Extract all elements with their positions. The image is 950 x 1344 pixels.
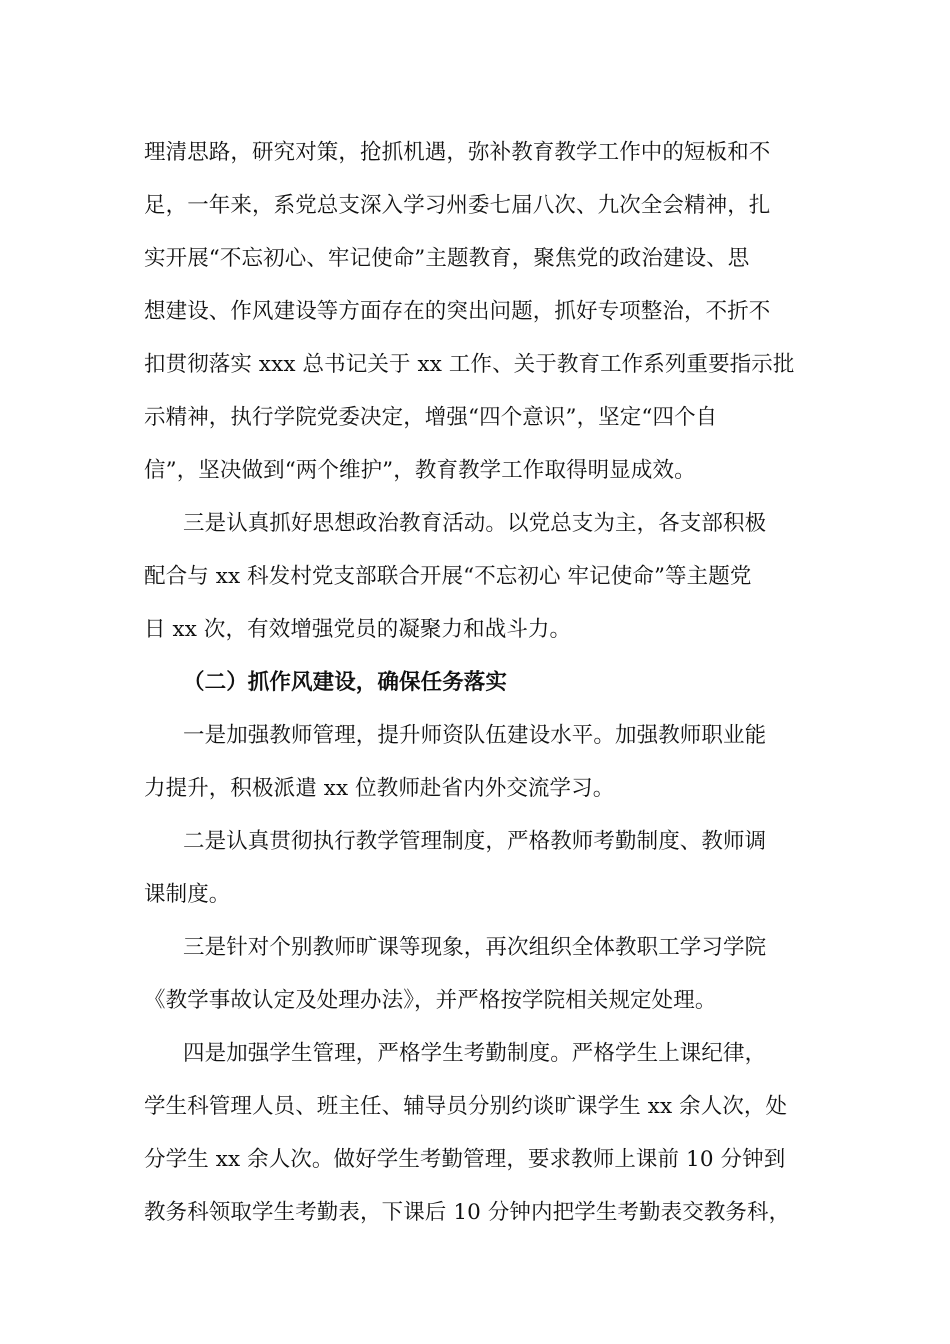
- body-text-line: 示精神，执行学院党委决定，增强“四个意识”，坚定“四个自: [144, 405, 718, 430]
- body-text-line: 教务科领取学生考勤表，下课后 10 分钟内把学生考勤表交教务科，: [144, 1200, 791, 1225]
- body-text-line: 日 xx 次，有效增强党员的凝聚力和战斗力。: [144, 617, 572, 642]
- body-text-line: 扣贯彻落实 xxx 总书记关于 xx 工作、关于教育工作系列重要指示批: [144, 352, 795, 377]
- body-text-line: 课制度。: [144, 882, 231, 907]
- body-text-line: 足，一年来，系党总支深入学习州委七届八次、九次全会精神，扎: [144, 193, 771, 218]
- paragraph-start-line: 二是认真贯彻执行教学管理制度，严格教师考勤制度、教师调: [183, 829, 767, 854]
- body-text-line: 力提升，积极派遣 xx 位教师赴省内外交流学习。: [144, 776, 615, 801]
- body-text-line: 信”，坚决做到“两个维护”，教育教学工作取得明显成效。: [144, 458, 696, 483]
- body-text-line: 理清思路，研究对策，抢抓机遇，弥补教育教学工作中的短板和不: [144, 140, 771, 165]
- paragraph-start-line: 四是加强学生管理，严格学生考勤制度。严格学生上课纪律，: [183, 1041, 767, 1066]
- body-text-line: 《教学事故认定及处理办法》，并严格按学院相关规定处理。: [144, 988, 717, 1013]
- paragraph-start-line: 三是认真抓好思想政治教育活动。以党总支为主，各支部积极: [183, 511, 767, 536]
- body-text-line: 学生科管理人员、班主任、辅导员分别约谈旷课学生 xx 余人次，处: [144, 1094, 788, 1119]
- body-text-line: 分学生 xx 余人次。做好学生考勤管理，要求教师上课前 10 分钟到: [144, 1147, 786, 1172]
- section-heading: （二）抓作风建设，确保任务落实: [183, 670, 508, 695]
- paragraph-start-line: 三是针对个别教师旷课等现象，再次组织全体教职工学习学院: [183, 935, 767, 960]
- body-text-line: 想建设、作风建设等方面存在的突出问题，抓好专项整治，不折不: [144, 299, 771, 324]
- body-text-line: 配合与 xx 科发村党支部联合开展“不忘初心 牢记使命”等主题党: [144, 564, 752, 589]
- paragraph-start-line: 一是加强教师管理，提升师资队伍建设水平。加强教师职业能: [183, 723, 767, 748]
- body-text-line: 实开展“不忘初心、牢记使命”主题教育，聚焦党的政治建设、思: [144, 246, 750, 271]
